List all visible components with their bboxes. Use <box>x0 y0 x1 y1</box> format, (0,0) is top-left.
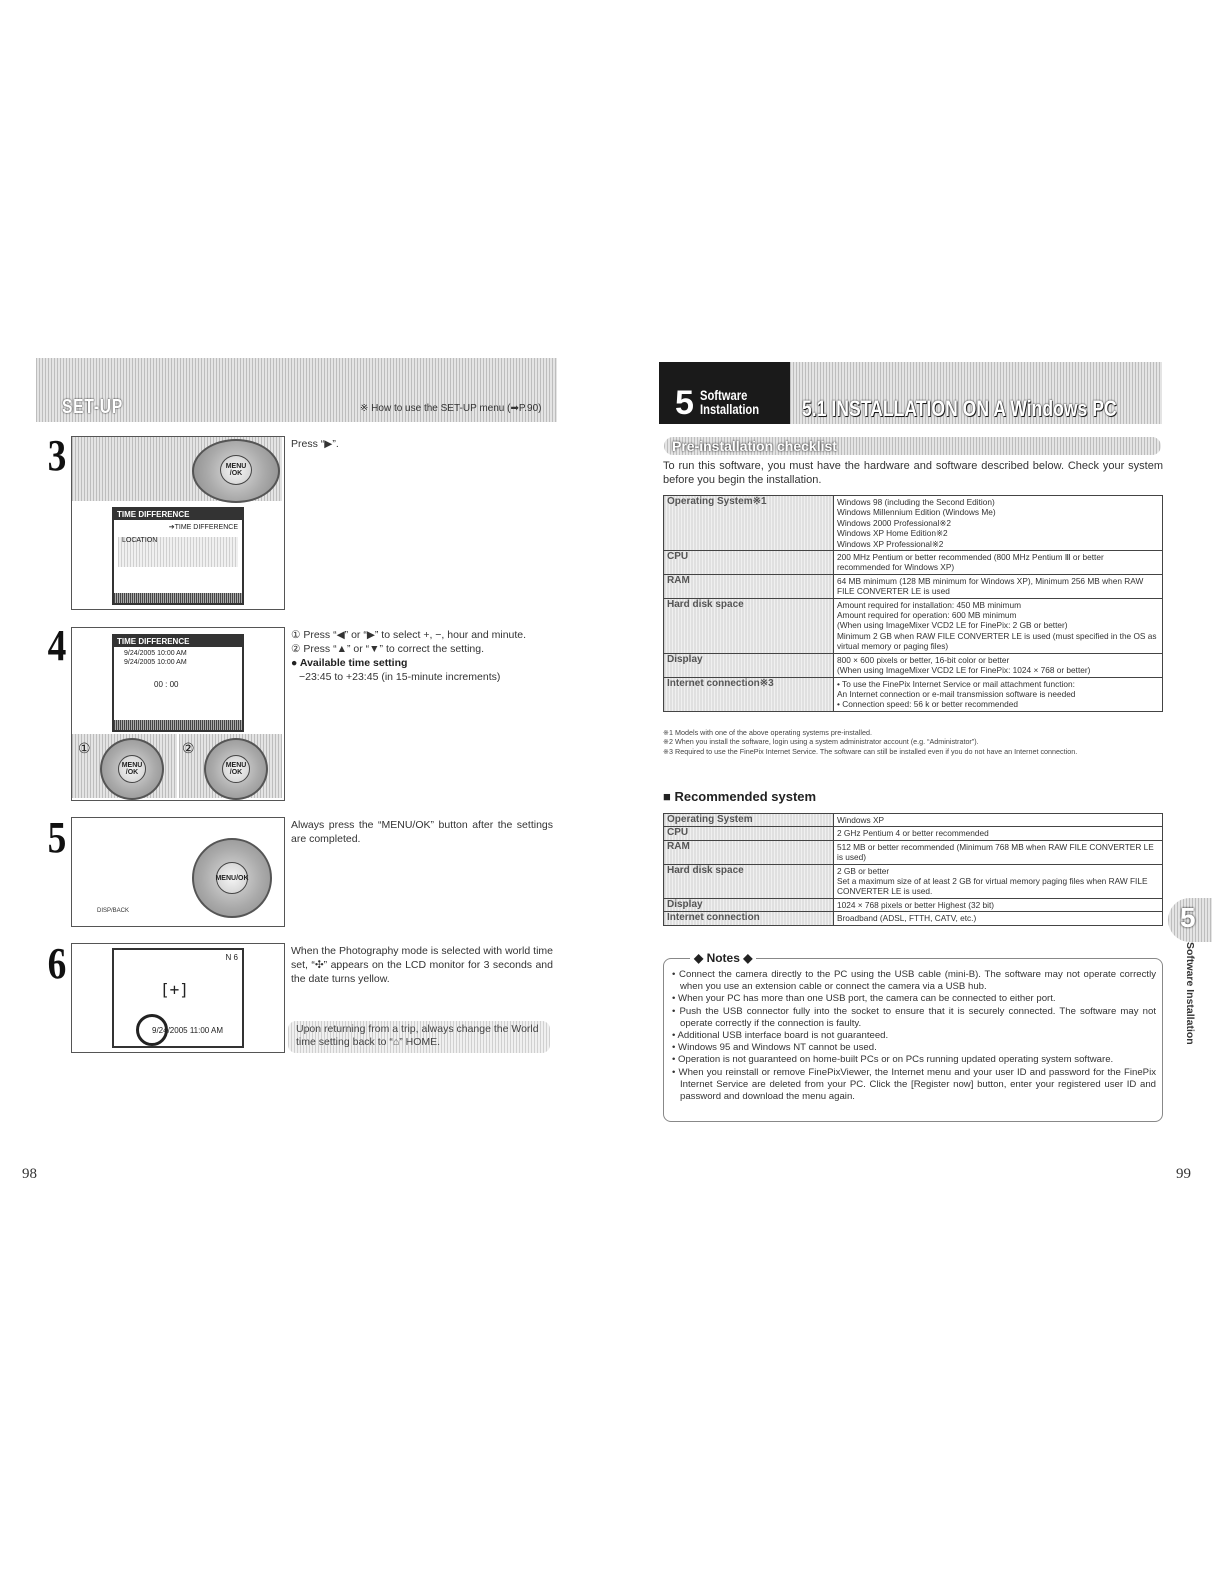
lcd-location-row <box>118 537 238 567</box>
side-tab-number: 5 <box>1180 902 1196 933</box>
table-value-cell <box>834 840 1163 864</box>
footnote: ※2 When you install the software, login using a system administrator account (e.g. “Administrator”). <box>663 737 979 747</box>
lcd-title: TIME DIFFERENCE <box>114 636 242 647</box>
footnote: ※3 Required to use the FinePix Internet Service. The software can still be installed even if you do not have an Internet connection. <box>663 746 1078 756</box>
available-time-range: −23:45 to +23:45 (in 15-minute increments) <box>299 671 501 683</box>
table-key-cell: Display <box>664 898 834 911</box>
table-value-line: 512 MB or better recommended (Minimum 768 MB when RAW FILE CONVERTER LE is used) <box>837 841 1154 863</box>
footnote: ※1 Models with one of the above operating systems pre-installed. <box>663 728 872 737</box>
world-time-tip: Upon returning from a trip, always change the World time setting back to “⌂” HOME. <box>288 1021 550 1053</box>
lcd-footer <box>114 720 242 730</box>
table-value-line: Amount required for installation: 450 MB minimum <box>837 599 1021 610</box>
step4-instructions <box>291 628 553 684</box>
table-row <box>664 898 1163 911</box>
table-row <box>664 827 1163 840</box>
setup-title: SET-UP <box>62 396 124 418</box>
lcd-screen <box>112 634 244 732</box>
chapter-number: 5 <box>675 384 694 422</box>
step-number-3: 3 <box>47 431 67 480</box>
focus-frame-icon: [+] <box>160 980 189 999</box>
table-value-cell <box>834 898 1163 911</box>
table-value-line: 1024 × 768 pixels or better Highest (32 bit) <box>837 899 995 910</box>
menu-ok-button: MENU/OK <box>216 862 248 894</box>
chapter-title: 5.1 INSTALLATION ON A Windows PC <box>802 396 1117 421</box>
page-number-right: 99 <box>1176 1166 1191 1182</box>
disp-back-label: DISP/BACK <box>97 908 130 914</box>
note-item: • When you reinstall or remove FinePixViewer, the Internet menu and your user ID and password for the FinePix Internet Service are deleted from your PC. Click the [Register now] button, enter your registered user ID and password and download the menu again. <box>672 1066 1156 1103</box>
lcd-screen <box>112 948 244 1048</box>
table-key-cell: Internet connection <box>664 912 834 925</box>
table-value-cell <box>834 653 1163 677</box>
note-item: • When your PC has more than one USB port, the camera can be connected to either port. <box>672 993 1056 1005</box>
table-row <box>664 598 1163 653</box>
side-tab-text: Software Installation <box>1184 942 1196 1045</box>
requirements-footnotes <box>663 728 1163 756</box>
step5-text: Always press the “MENU/OK” button after the settings are completed. <box>291 819 553 845</box>
lcd-screen <box>112 507 244 605</box>
table-value-line: (When using ImageMixer VCD2 LE for FinePix: 1024 × 768 or better) <box>837 665 1091 676</box>
table-value-line: 200 MHz Pentium or better recommended (800 MHz Pentium Ⅲ or better recommended for Windows XP) <box>837 552 1104 573</box>
four-way-dial <box>100 738 164 800</box>
four-way-dial <box>192 838 272 918</box>
table-value-cell <box>834 574 1163 598</box>
table-value-line: Windows XP Professional※2 <box>837 538 944 549</box>
table-value-cell <box>834 912 1163 925</box>
checklist-heading-bar <box>664 437 1161 455</box>
step3-text: Press “▶”. <box>291 438 339 450</box>
lcd-time-difference: 00 : 00 <box>154 680 179 689</box>
table-value-line: • To use the FinePix Internet Service or mail attachment function: <box>837 678 1075 689</box>
dial-label-2: ② <box>182 740 195 756</box>
lcd-footer <box>114 593 242 603</box>
note-item: • Push the USB connector fully into the socket to ensure that it is securely connected. The software may not operate correctly if the connection is faulty. <box>672 1005 1156 1029</box>
table-value-line: Minimum 2 GB when RAW FILE CONVERTER LE is used (must specified in the OS as virtual memory or paging files) <box>837 630 1157 652</box>
table-key-cell: Hard disk space <box>664 864 834 898</box>
table-value-line: 800 × 600 pixels or better, 16-bit color or better <box>837 654 1010 665</box>
table-key-cell: CPU <box>664 827 834 840</box>
step3-illustration <box>71 436 285 610</box>
table-value-line: 64 MB minimum (128 MB minimum for Windows XP), Minimum 256 MB when RAW FILE CONVERTER LE is used <box>837 575 1144 597</box>
table-key-cell: Hard disk space <box>664 598 834 653</box>
step4-illustration <box>71 627 285 801</box>
table-value-cell <box>834 551 1163 575</box>
table-value-line: Windows 98 (including the Second Edition) <box>837 497 995 507</box>
step5-illustration <box>71 817 285 927</box>
lcd-location-label: LOCATION <box>122 537 158 544</box>
lcd-world-time: 9/24/2005 10:00 AM <box>124 659 187 666</box>
table-value-cell <box>834 827 1163 840</box>
step4-line-2: ② Press “▲” or “▼” to correct the setting. <box>291 643 484 655</box>
page-number-left: 98 <box>22 1166 37 1182</box>
menu-ok-button: MENU /OK <box>118 755 146 783</box>
step4-line-1: ① Press “◀” or “▶” to select +, −, hour and minute. <box>291 629 527 641</box>
table-key-cell: Internet connection※3 <box>664 677 834 711</box>
table-row <box>664 864 1163 898</box>
table-row <box>664 551 1163 575</box>
table-key-cell: Operating System <box>664 814 834 827</box>
menu-ok-button: MENU /OK <box>220 455 252 485</box>
chapter-label-line-1: Software <box>700 387 748 403</box>
note-item: • Additional USB interface board is not guaranteed. <box>672 1030 889 1042</box>
table-value-line: • Connection speed: 56 k or better recommended <box>837 699 1018 710</box>
table-value-line: Set a maximum size of at least 2 GB for virtual memory paging files when RAW FILE CONVERTER LE is used. <box>837 876 1148 897</box>
table-value-line: Windows XP <box>837 815 885 825</box>
lcd-quality: N 6 <box>225 953 238 962</box>
lcd-date: 9/24/2005 11:00 AM <box>152 1026 224 1035</box>
note-item: • Windows 95 and Windows NT cannot be used. <box>672 1042 877 1054</box>
table-value-cell <box>834 814 1163 827</box>
table-value-cell <box>834 677 1163 711</box>
notes-title: ◆ Notes ◆ <box>690 951 756 965</box>
step-number-6: 6 <box>47 939 67 988</box>
dial-label-1: ① <box>78 740 91 756</box>
table-row <box>664 677 1163 711</box>
table-value-line: Amount required for operation: 600 MB minimum <box>837 610 1017 621</box>
table-value-line: An Internet connection or e-mail transmission software is needed <box>837 688 1076 699</box>
table-row <box>664 814 1163 827</box>
lcd-menu-item: ➔TIME DIFFERENCE <box>168 524 238 531</box>
step6-text: When the Photography mode is selected with world time set, “✣” appears on the LCD monitor for 3 seconds and the date turns yellow. <box>291 945 553 985</box>
table-key-cell: RAM <box>664 574 834 598</box>
recommended-table <box>663 813 1163 926</box>
table-value-cell <box>834 598 1163 653</box>
table-value-cell <box>834 864 1163 898</box>
table-value-line: 2 GB or better <box>837 865 890 876</box>
step6-illustration <box>71 943 285 1053</box>
table-value-line: 2 GHz Pentium 4 or better recommended <box>837 828 989 839</box>
notes-list <box>672 969 1156 1103</box>
checklist-heading: Pre-installation checklist <box>672 438 837 454</box>
recommended-heading: ■ Recommended system <box>663 789 817 804</box>
table-row <box>664 840 1163 864</box>
table-value-line: Windows XP Home Edition※2 <box>837 528 948 539</box>
chapter-label <box>700 388 759 416</box>
table-row <box>664 496 1163 551</box>
table-key-cell: RAM <box>664 840 834 864</box>
lcd-title: TIME DIFFERENCE <box>114 509 242 520</box>
chapter-label-line-2: Installation <box>700 401 760 417</box>
table-row <box>664 653 1163 677</box>
table-value-line: Broadband (ADSL, FTTH, CATV, etc.) <box>837 913 977 924</box>
table-key-cell: Operating System※1 <box>664 496 834 551</box>
step-number-5: 5 <box>47 813 67 862</box>
menu-ok-button: MENU /OK <box>222 755 250 783</box>
table-key-cell: Display <box>664 653 834 677</box>
note-item: • Connect the camera directly to the PC using the USB cable (mini-B). The software may not operate correctly when you use an extension cable or connect the camera via a USB hub. <box>672 969 1156 993</box>
four-way-dial <box>204 738 268 800</box>
table-row <box>664 574 1163 598</box>
lcd-home-time: 9/24/2005 10:00 AM <box>124 650 187 657</box>
table-value-line: Windows Millennium Edition (Windows Me) <box>837 507 996 518</box>
table-value-line: Windows 2000 Professional※2 <box>837 517 951 528</box>
step-number-4: 4 <box>47 621 67 670</box>
four-way-dial <box>192 439 280 503</box>
note-item: • Operation is not guaranteed on home-built PCs or on PCs running updated operating system software. <box>672 1054 1114 1066</box>
table-value-line: (When using ImageMixer VCD2 LE for FinePix: 2 GB or better) <box>837 620 1068 631</box>
setup-menu-reference: ※ How to use the SET-UP menu (➡P.90) <box>360 403 542 414</box>
table-key-cell: CPU <box>664 551 834 575</box>
requirements-table <box>663 495 1163 712</box>
checklist-intro: To run this software, you must have the hardware and software described below. Check your system before you begin the installation. <box>663 460 1163 486</box>
magnifier-icon <box>136 1014 168 1046</box>
table-value-cell <box>834 496 1163 551</box>
table-row <box>664 912 1163 925</box>
available-time-heading: ● Available time setting <box>291 657 408 669</box>
